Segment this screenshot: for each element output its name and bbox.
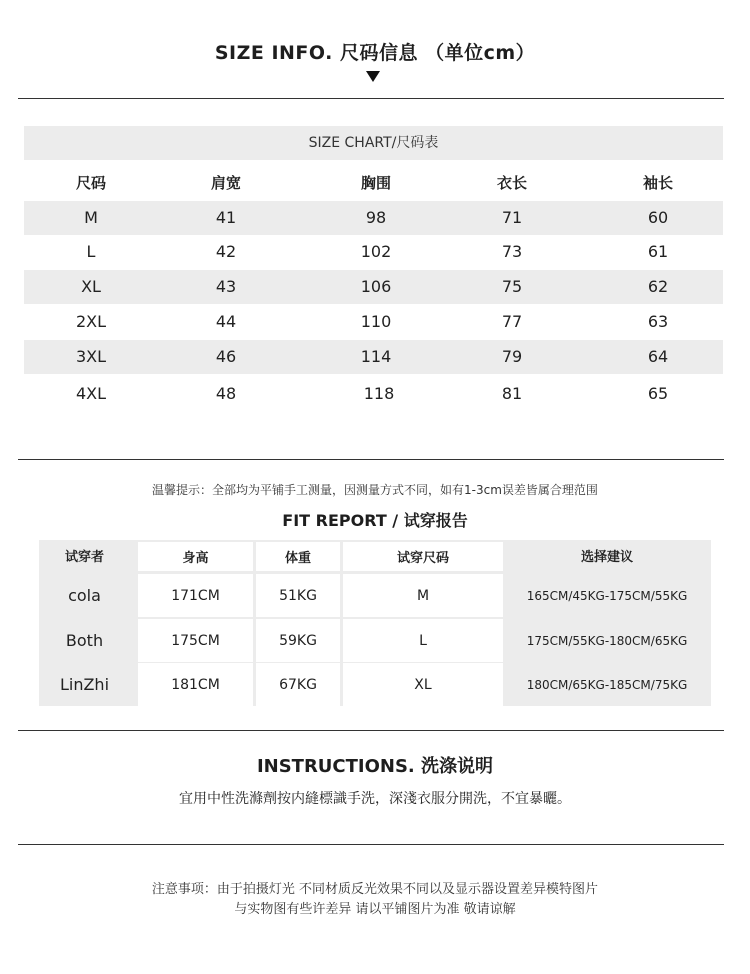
suggestion-cell: 165CM/45KG-175CM/55KG <box>503 574 711 617</box>
weight-cell: 59KG <box>256 619 340 662</box>
table-row <box>24 305 723 339</box>
fit-header: 身高 <box>138 542 253 571</box>
weight-cell: 51KG <box>256 574 340 617</box>
sleeve-cell: 60 <box>647 208 669 227</box>
size-cell: XL <box>81 277 101 296</box>
tester-name: cola <box>39 574 130 617</box>
fit-report-title: FIT REPORT / 试穿报告 <box>282 511 468 530</box>
notice-line: 与实物图有些许差异 请以平铺图片为准 敬请谅解 <box>234 902 516 917</box>
shoulder-cell: 48 <box>215 384 237 403</box>
size-cell: 3XL <box>75 347 107 366</box>
table-row <box>24 340 723 374</box>
shoulder-cell: 46 <box>215 347 237 366</box>
table-row <box>24 201 723 235</box>
page-title: SIZE INFO. 尺码信息 （单位cm） <box>214 42 536 64</box>
instructions-title: INSTRUCTIONS. 洗涤说明 <box>256 756 494 777</box>
size-chart-header: 衣长 <box>496 174 528 192</box>
fit-report-table <box>39 540 711 706</box>
instructions-text: 宜用中性洗滌劑按内縫標識手洗，深淺衣服分開洗，不宜暴曬。 <box>179 791 571 807</box>
height-cell: 175CM <box>138 619 253 662</box>
chest-cell: 114 <box>360 347 392 366</box>
shoulder-cell: 41 <box>215 208 237 227</box>
suggestion-cell: 175CM/55KG-180CM/65KG <box>503 619 711 662</box>
notice <box>0 880 750 920</box>
table-row <box>24 377 723 411</box>
size-chart-header: 胸围 <box>360 174 392 192</box>
shoulder-cell: 42 <box>215 242 237 261</box>
size-cell: L <box>86 242 96 261</box>
sleeve-cell: 63 <box>647 312 669 331</box>
length-cell: 73 <box>501 242 523 261</box>
chest-cell: 106 <box>360 277 392 296</box>
fit-header: 试穿尺码 <box>343 542 503 571</box>
size-cell: 2XL <box>75 312 107 331</box>
length-cell: 81 <box>501 384 523 403</box>
tried-size-cell: M <box>343 574 503 617</box>
size-chart-header: 尺码 <box>75 174 107 192</box>
chest-cell: 118 <box>363 384 395 403</box>
length-cell: 79 <box>501 347 523 366</box>
divider <box>18 730 724 731</box>
shoulder-cell: 43 <box>215 277 237 296</box>
sleeve-cell: 65 <box>647 384 669 403</box>
height-cell: 181CM <box>138 663 253 706</box>
chest-cell: 102 <box>360 242 392 261</box>
length-cell: 77 <box>501 312 523 331</box>
tester-name: Both <box>39 619 130 662</box>
measurement-tip: 温馨提示：全部均为平铺手工测量，因测量方式不同，如有1-3cm误差皆属合理范围 <box>152 483 598 497</box>
divider <box>18 844 724 845</box>
sleeve-cell: 61 <box>647 242 669 261</box>
sleeve-cell: 62 <box>647 277 669 296</box>
size-chart-caption: SIZE CHART/尺码表 <box>24 126 723 160</box>
table-row <box>24 270 723 304</box>
length-cell: 71 <box>501 208 523 227</box>
size-chart-header-row <box>24 166 723 200</box>
sleeve-cell: 64 <box>647 347 669 366</box>
fit-header: 体重 <box>256 542 340 571</box>
size-cell: 4XL <box>75 384 107 403</box>
notice-line: 注意事项：由于拍摄灯光 不同材质反光效果不同以及显示器设置差异模特图片 <box>151 882 599 897</box>
tried-size-cell: XL <box>343 663 503 706</box>
size-chart-header: 袖长 <box>642 174 674 192</box>
size-cell: M <box>84 208 98 227</box>
height-cell: 171CM <box>138 574 253 617</box>
table-row <box>24 235 723 269</box>
tried-size-cell: L <box>343 619 503 662</box>
down-arrow-icon <box>366 71 380 82</box>
fit-header: 选择建议 <box>503 540 711 571</box>
size-chart-header: 肩宽 <box>210 174 242 192</box>
weight-cell: 67KG <box>256 663 340 706</box>
divider <box>18 459 724 460</box>
length-cell: 75 <box>501 277 523 296</box>
chest-cell: 110 <box>360 312 392 331</box>
suggestion-cell: 180CM/65KG-185CM/75KG <box>503 663 711 706</box>
tester-name: LinZhi <box>39 663 130 706</box>
fit-header: 试穿者 <box>39 540 130 571</box>
divider <box>18 98 724 99</box>
chest-cell: 98 <box>365 208 387 227</box>
shoulder-cell: 44 <box>215 312 237 331</box>
